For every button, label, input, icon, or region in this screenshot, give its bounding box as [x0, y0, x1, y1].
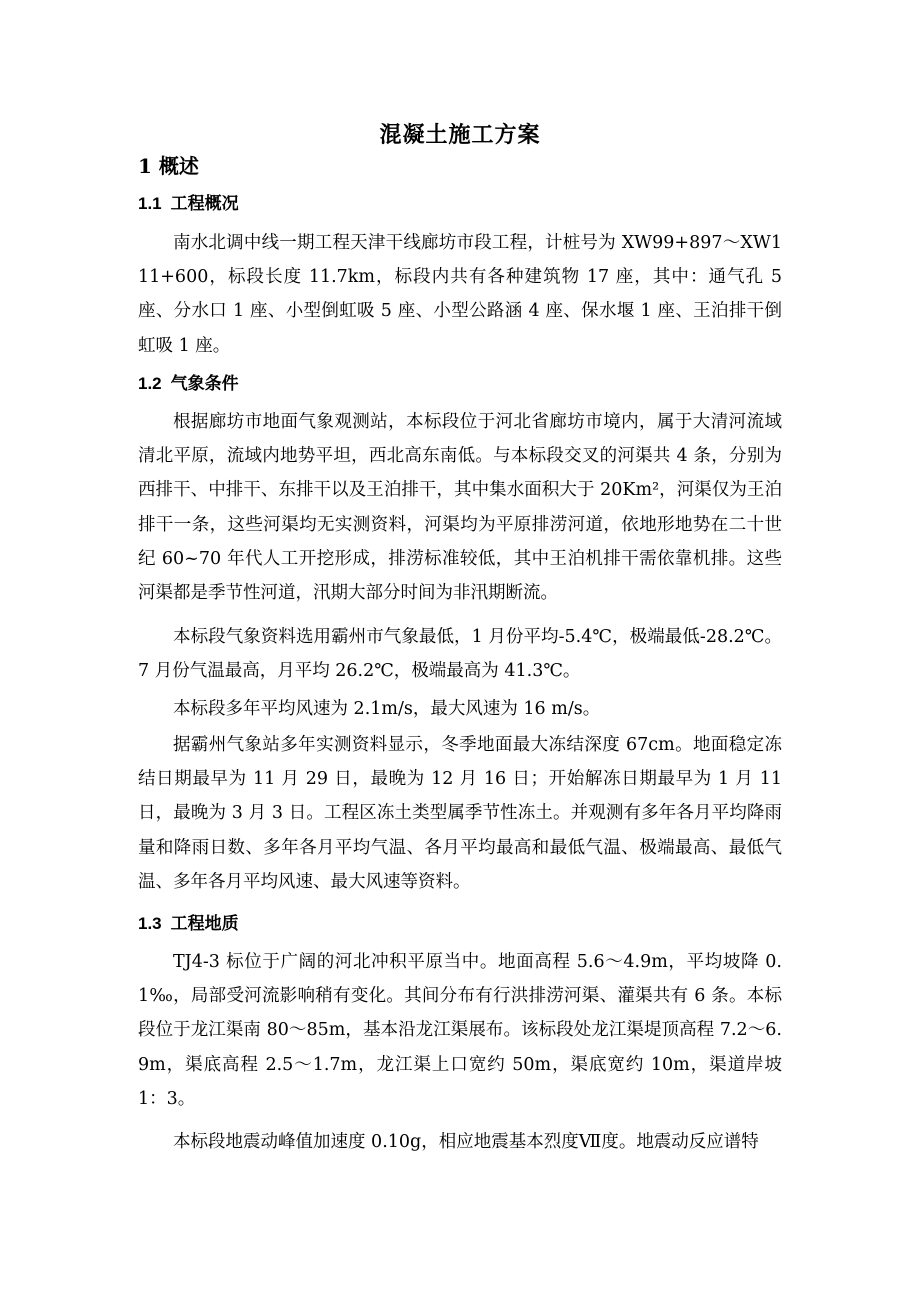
section-1-2-title: 气象条件 — [170, 374, 239, 394]
paragraph-rivers: 根据廊坊市地面气象观测站，本标段位于河北省廊坊市境内，属于大清河流域清北平原，流域内地势平坦，西北高东南低。与本标段交叉的河渠共 4 条，分别为西排干、中排干、东排干以及王泊排干，其中集水面积大于 20Km²，河渠仅为王泊排干一条，这些河渠均无实测资料，河渠均为平原排涝河道，依地形地势在二十世纪 60~70 年代人工开挖形成，排涝标准较低，其中王泊机排干需依靠机排。这些河渠都是季节性河道，汛期大部分时间为非汛期断流。 — [138, 412, 782, 604]
paragraph-temperature: 本标段气象资料选用霸州市气象最低，1 月份平均-5.4℃，极端最低-28.2℃。7 月份气温最高，月平均 26.2℃，极端最高为 41.3℃。 — [138, 627, 782, 682]
section-1-1-title: 工程概况 — [170, 194, 239, 214]
paragraph-project-overview: 南水北调中线一期工程天津干线廊坊市段工程，计桩号为 XW99+897～XW111+600，标段长度 11.7km，标段内共有各种建筑物 17 座，其中：通气孔 5 座、分水口 1 座、小型倒虹吸 5 座、小型公路涵 4 座、保水堰 1 座、王泊排干倒虹吸 1 座。 — [138, 233, 782, 356]
paragraph-frost: 据霸州气象站多年实测资料显示，冬季地面最大冻结深度 67cm。地面稳定冻结日期最早为 11 月 29 日，最晚为 12 月 16 日；开始解冻日期最早为 1 月 11 日，最晚为 3 月 3 日。工程区冻土类型属季节性冻土。并观测有多年各月平均降雨量和降雨日数、多年各月平均气温、各月平均最高和最低气温、极端最高、最低气温、多年各月平均风速、最大风速等资料。 — [138, 735, 782, 892]
section-1-heading: 1 概述 — [138, 154, 199, 178]
paragraph-wind-speed: 本标段多年平均风速为 2.1m/s，最大风速为 16 m/s。 — [173, 699, 601, 719]
section-1-1-heading — [138, 190, 239, 218]
section-1-3-title: 工程地质 — [170, 914, 239, 934]
document-title: 混凝土施工方案 — [379, 122, 541, 148]
section-1-2-number: 1.2 — [138, 374, 162, 393]
paragraph-geology: TJ4-3 标位于广阔的河北冲积平原当中。地面高程 5.6～4.9m，平均坡降 0.1‰，局部受河流影响稍有变化。其间分布有行洪排涝河渠、灌渠共有 6 条。本标段位于龙江渠南 80～85m，基本沿龙江渠展布。该标段处龙江渠堤顶高程 7.2～6.9m，渠底高程 2.5～1.7m，龙江渠上口宽约 50m，渠底宽约 10m，渠道岸坡 1：3。 — [138, 952, 782, 1109]
section-1-3-heading — [138, 910, 239, 938]
paragraph-seismic: 本标段地震动峰值加速度 0.10g，相应地震基本烈度Ⅶ度。地震动反应谱特 — [173, 1132, 759, 1152]
section-1-3-number: 1.3 — [138, 914, 162, 933]
section-1-2-heading — [138, 370, 239, 398]
section-1-1-number: 1.1 — [138, 194, 162, 213]
